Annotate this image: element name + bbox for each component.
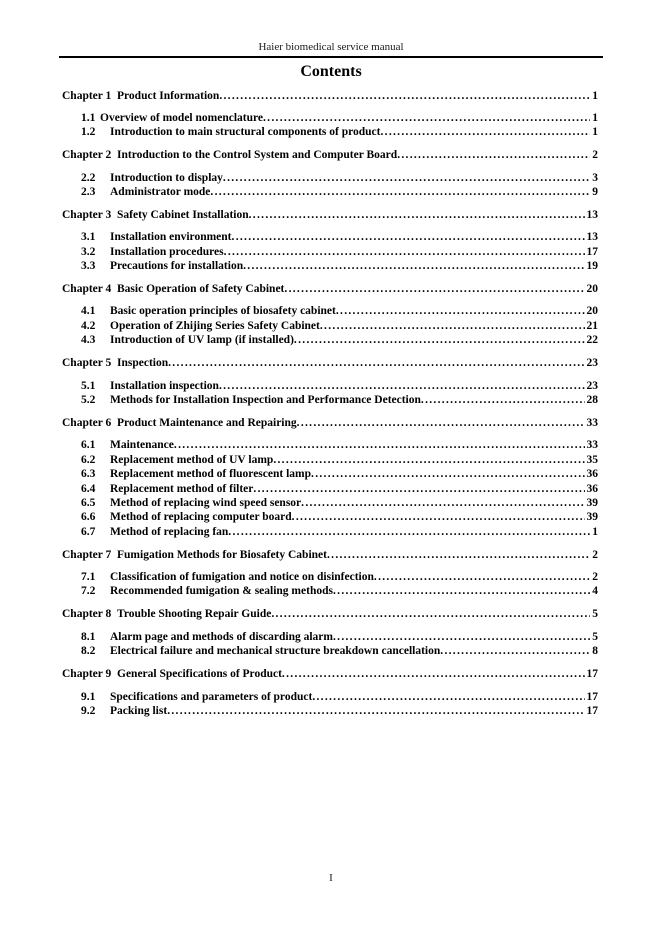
toc-entry-4.3 [62, 333, 598, 347]
dot-leader [282, 667, 585, 681]
toc-entry-9.1 [62, 690, 598, 704]
dot-leader [243, 259, 584, 273]
toc-entry-page: 2 [592, 548, 598, 561]
toc-entry-label: Chapter 2 [62, 149, 112, 162]
toc-entry-page: 2 [592, 149, 598, 162]
toc-entry-label: 3.3 [81, 260, 96, 273]
toc-entry-label: 9.2 [81, 704, 96, 717]
dot-leader [284, 282, 584, 296]
toc-entry-label: Chapter 8 [62, 608, 112, 621]
dot-leader [292, 510, 585, 524]
toc-entry-3.3 [62, 259, 598, 273]
toc-entry-title: Basic Operation of Safety Cabinet [117, 283, 285, 296]
toc-entry-label: 6.6 [81, 511, 96, 524]
dot-leader [320, 319, 585, 333]
toc-entry-5.1 [62, 379, 598, 393]
toc-entry-4.1 [62, 304, 598, 318]
toc-entry-title: Electrical failure and mechanical structure breakdown cancellation [110, 645, 441, 658]
toc-entry-8.1 [62, 630, 598, 644]
toc-entry-page: 17 [586, 245, 598, 258]
toc-entry-chapter-9 [62, 667, 598, 681]
toc-entry-title: Basic operation principles of biosafety cabinet [110, 305, 336, 318]
toc-entry-7.2 [62, 584, 598, 598]
toc-entry-page: 5 [592, 608, 598, 621]
dot-leader [223, 171, 590, 185]
toc-entry-page: 1 [592, 525, 598, 538]
toc-entry-page: 23 [586, 357, 598, 370]
dot-leader [440, 644, 590, 658]
toc-entry-title: Precautions for installation [110, 260, 244, 273]
toc-entry-title: Alarm page and methods of discarding alarm [110, 630, 333, 643]
toc-entry-title: Introduction to the Control System and Computer Board [117, 149, 398, 162]
dot-leader [336, 304, 585, 318]
toc-entry-label: 6.1 [81, 439, 96, 452]
toc-entry-title: Method of replacing wind speed sensor [110, 496, 302, 509]
dot-leader [312, 690, 584, 704]
dot-leader [224, 245, 585, 259]
toc-entry-page: 1 [592, 111, 598, 124]
toc-entry-3.2 [62, 245, 598, 259]
toc-entry-title: Installation inspection [110, 379, 219, 392]
toc-entry-1.2 [62, 125, 598, 139]
toc-entry-9.2 [62, 704, 598, 718]
toc-entry-title: Introduction to display [110, 171, 223, 184]
dot-leader [228, 525, 590, 539]
toc-entry-page: 39 [586, 496, 598, 509]
dot-leader [232, 230, 585, 244]
dot-leader [294, 333, 585, 347]
dot-leader [174, 438, 585, 452]
footer-page-number: I [329, 872, 333, 884]
toc-entry-page: 13 [586, 208, 598, 221]
toc-entry-page: 35 [586, 453, 598, 466]
toc-entry-page: 17 [586, 704, 598, 717]
toc-entry-page: 1 [592, 126, 598, 139]
toc-entry-page: 19 [586, 260, 598, 273]
toc-entry-title: Operation of Zhijing Series Safety Cabinet [110, 319, 320, 332]
toc-entry-title: Introduction to main structural components of product [110, 126, 381, 139]
toc-entry-title: Replacement method of UV lamp [110, 453, 274, 466]
toc-entry-6.4 [62, 482, 598, 496]
toc-entry-6.3 [62, 467, 598, 481]
header-rule-divider [59, 56, 603, 58]
toc-entry-label: Chapter 3 [62, 208, 112, 221]
dot-leader [380, 125, 590, 139]
dot-leader [397, 148, 590, 162]
toc-entry-label: 8.1 [81, 630, 96, 643]
dot-leader [253, 482, 584, 496]
toc-entry-label: 7.1 [81, 571, 96, 584]
toc-entry-6.2 [62, 453, 598, 467]
table-of-contents [62, 80, 598, 718]
dot-leader [273, 453, 584, 467]
toc-entry-title: Classification of fumigation and notice on disinfection [110, 571, 374, 584]
toc-entry-chapter-5 [62, 356, 598, 370]
toc-entry-label: 6.5 [81, 496, 96, 509]
toc-entry-page: 5 [592, 630, 598, 643]
toc-entry-chapter-1 [62, 89, 598, 103]
dot-leader [333, 584, 590, 598]
dot-leader [219, 89, 590, 103]
toc-entry-6.5 [62, 496, 598, 510]
toc-entry-page: 9 [592, 186, 598, 199]
toc-entry-label: 1.2 [81, 126, 96, 139]
toc-entry-label: Chapter 5 [62, 357, 112, 370]
toc-entry-chapter-7 [62, 548, 598, 562]
dot-leader [249, 208, 585, 222]
toc-entry-label: 9.1 [81, 690, 96, 703]
toc-entry-chapter-4 [62, 282, 598, 296]
toc-entry-page: 17 [586, 690, 598, 703]
toc-entry-title: Product Maintenance and Repairing [117, 416, 297, 429]
dot-leader [327, 548, 590, 562]
dot-leader [167, 704, 584, 718]
toc-entry-title: Product Information [117, 89, 220, 102]
toc-entry-page: 8 [592, 645, 598, 658]
toc-entry-label: 7.2 [81, 585, 96, 598]
toc-entry-title: General Specifications of Product [117, 668, 282, 681]
toc-entry-title: Inspection [117, 357, 169, 370]
dot-leader [421, 393, 585, 407]
toc-entry-label: 6.7 [81, 525, 96, 538]
toc-entry-page: 22 [586, 334, 598, 347]
toc-entry-page: 36 [586, 468, 598, 481]
dot-leader [301, 496, 584, 510]
toc-entry-chapter-2 [62, 148, 598, 162]
toc-entry-label: 5.1 [81, 379, 96, 392]
toc-entry-page: 33 [586, 416, 598, 429]
toc-entry-label: 3.2 [81, 245, 96, 258]
toc-entry-1.1 [62, 111, 598, 125]
toc-entry-title: Fumigation Methods for Biosafety Cabinet [117, 548, 327, 561]
toc-entry-page: 20 [586, 283, 598, 296]
toc-entry-title: Replacement method of filter [110, 482, 254, 495]
dot-leader [374, 570, 590, 584]
toc-entry-page: 39 [586, 511, 598, 524]
toc-entry-label: 4.3 [81, 334, 96, 347]
toc-entry-5.2 [62, 393, 598, 407]
dot-leader [311, 467, 584, 481]
toc-entry-label: 4.1 [81, 305, 96, 318]
toc-entry-label: 2.3 [81, 186, 96, 199]
dot-leader [219, 379, 585, 393]
toc-entry-page: 21 [586, 319, 598, 332]
toc-entry-label: Chapter 1 [62, 89, 112, 102]
toc-entry-title: Methods for Installation Inspection and Performance Detection [110, 394, 421, 406]
toc-entry-page: 3 [592, 171, 598, 184]
toc-entry-7.1 [62, 570, 598, 584]
toc-entry-3.1 [62, 230, 598, 244]
toc-entry-page: 36 [586, 482, 598, 495]
toc-entry-title: Maintenance [110, 439, 174, 452]
toc-entry-label: 4.2 [81, 319, 96, 332]
toc-entry-title: Specifications and parameters of product [110, 690, 313, 703]
toc-entry-page: 17 [586, 668, 598, 681]
toc-entry-2.3 [62, 185, 598, 199]
dot-leader [297, 416, 585, 430]
toc-entry-label: Chapter 9 [62, 668, 112, 681]
dot-leader [333, 630, 590, 644]
toc-entry-page: 28 [586, 394, 598, 406]
toc-entry-title: Administrator mode [110, 186, 211, 199]
toc-entry-6.6 [62, 510, 598, 524]
toc-entry-chapter-6 [62, 416, 598, 430]
toc-entry-label: 3.1 [81, 231, 96, 244]
toc-entry-label: 2.2 [81, 171, 96, 184]
toc-entry-chapter-3 [62, 208, 598, 222]
toc-entry-label: 5.2 [81, 394, 96, 406]
toc-entry-page: 1 [592, 89, 598, 102]
page-title: Contents [300, 63, 362, 80]
toc-entry-label: 1.1 [81, 111, 96, 124]
toc-entry-title: Method of replacing fan [110, 525, 229, 538]
dot-leader [271, 607, 590, 621]
toc-entry-title: Recommended fumigation & sealing methods [110, 585, 333, 598]
toc-entry-2.2 [62, 171, 598, 185]
toc-entry-label: 8.2 [81, 645, 96, 658]
toc-entry-chapter-8 [62, 607, 598, 621]
toc-entry-title: Overview of model nomenclature [100, 111, 263, 124]
toc-entry-4.2 [62, 319, 598, 333]
toc-entry-label: Chapter 7 [62, 548, 112, 561]
toc-entry-label: 6.4 [81, 482, 96, 495]
toc-entry-title: Trouble Shooting Repair Guide [117, 608, 272, 621]
running-header: Haier biomedical service manual [258, 41, 404, 53]
toc-entry-8.2 [62, 644, 598, 658]
toc-entry-page: 2 [592, 571, 598, 584]
toc-entry-title: Introduction of UV lamp (if installed) [110, 334, 294, 347]
toc-entry-label: Chapter 4 [62, 283, 112, 296]
toc-entry-title: Installation procedures [110, 245, 224, 258]
toc-entry-title: Installation environment [110, 231, 232, 244]
toc-entry-6.7 [62, 525, 598, 539]
toc-entry-title: Packing list [110, 704, 168, 717]
toc-entry-6.1 [62, 438, 598, 452]
toc-entry-title: Method of replacing computer board [110, 511, 292, 524]
dot-leader [168, 356, 584, 370]
dot-leader [263, 111, 590, 125]
toc-entry-label: 6.2 [81, 453, 96, 466]
toc-entry-label: Chapter 6 [62, 416, 112, 429]
toc-entry-page: 20 [586, 305, 598, 318]
toc-entry-page: 13 [586, 231, 598, 244]
toc-entry-page: 23 [586, 379, 598, 392]
toc-entry-title: Safety Cabinet Installation [117, 208, 249, 221]
toc-entry-page: 33 [586, 439, 598, 452]
toc-entry-label: 6.3 [81, 468, 96, 481]
toc-entry-page: 4 [592, 585, 598, 598]
dot-leader [210, 185, 590, 199]
toc-entry-title: Replacement method of fluorescent lamp [110, 468, 312, 481]
